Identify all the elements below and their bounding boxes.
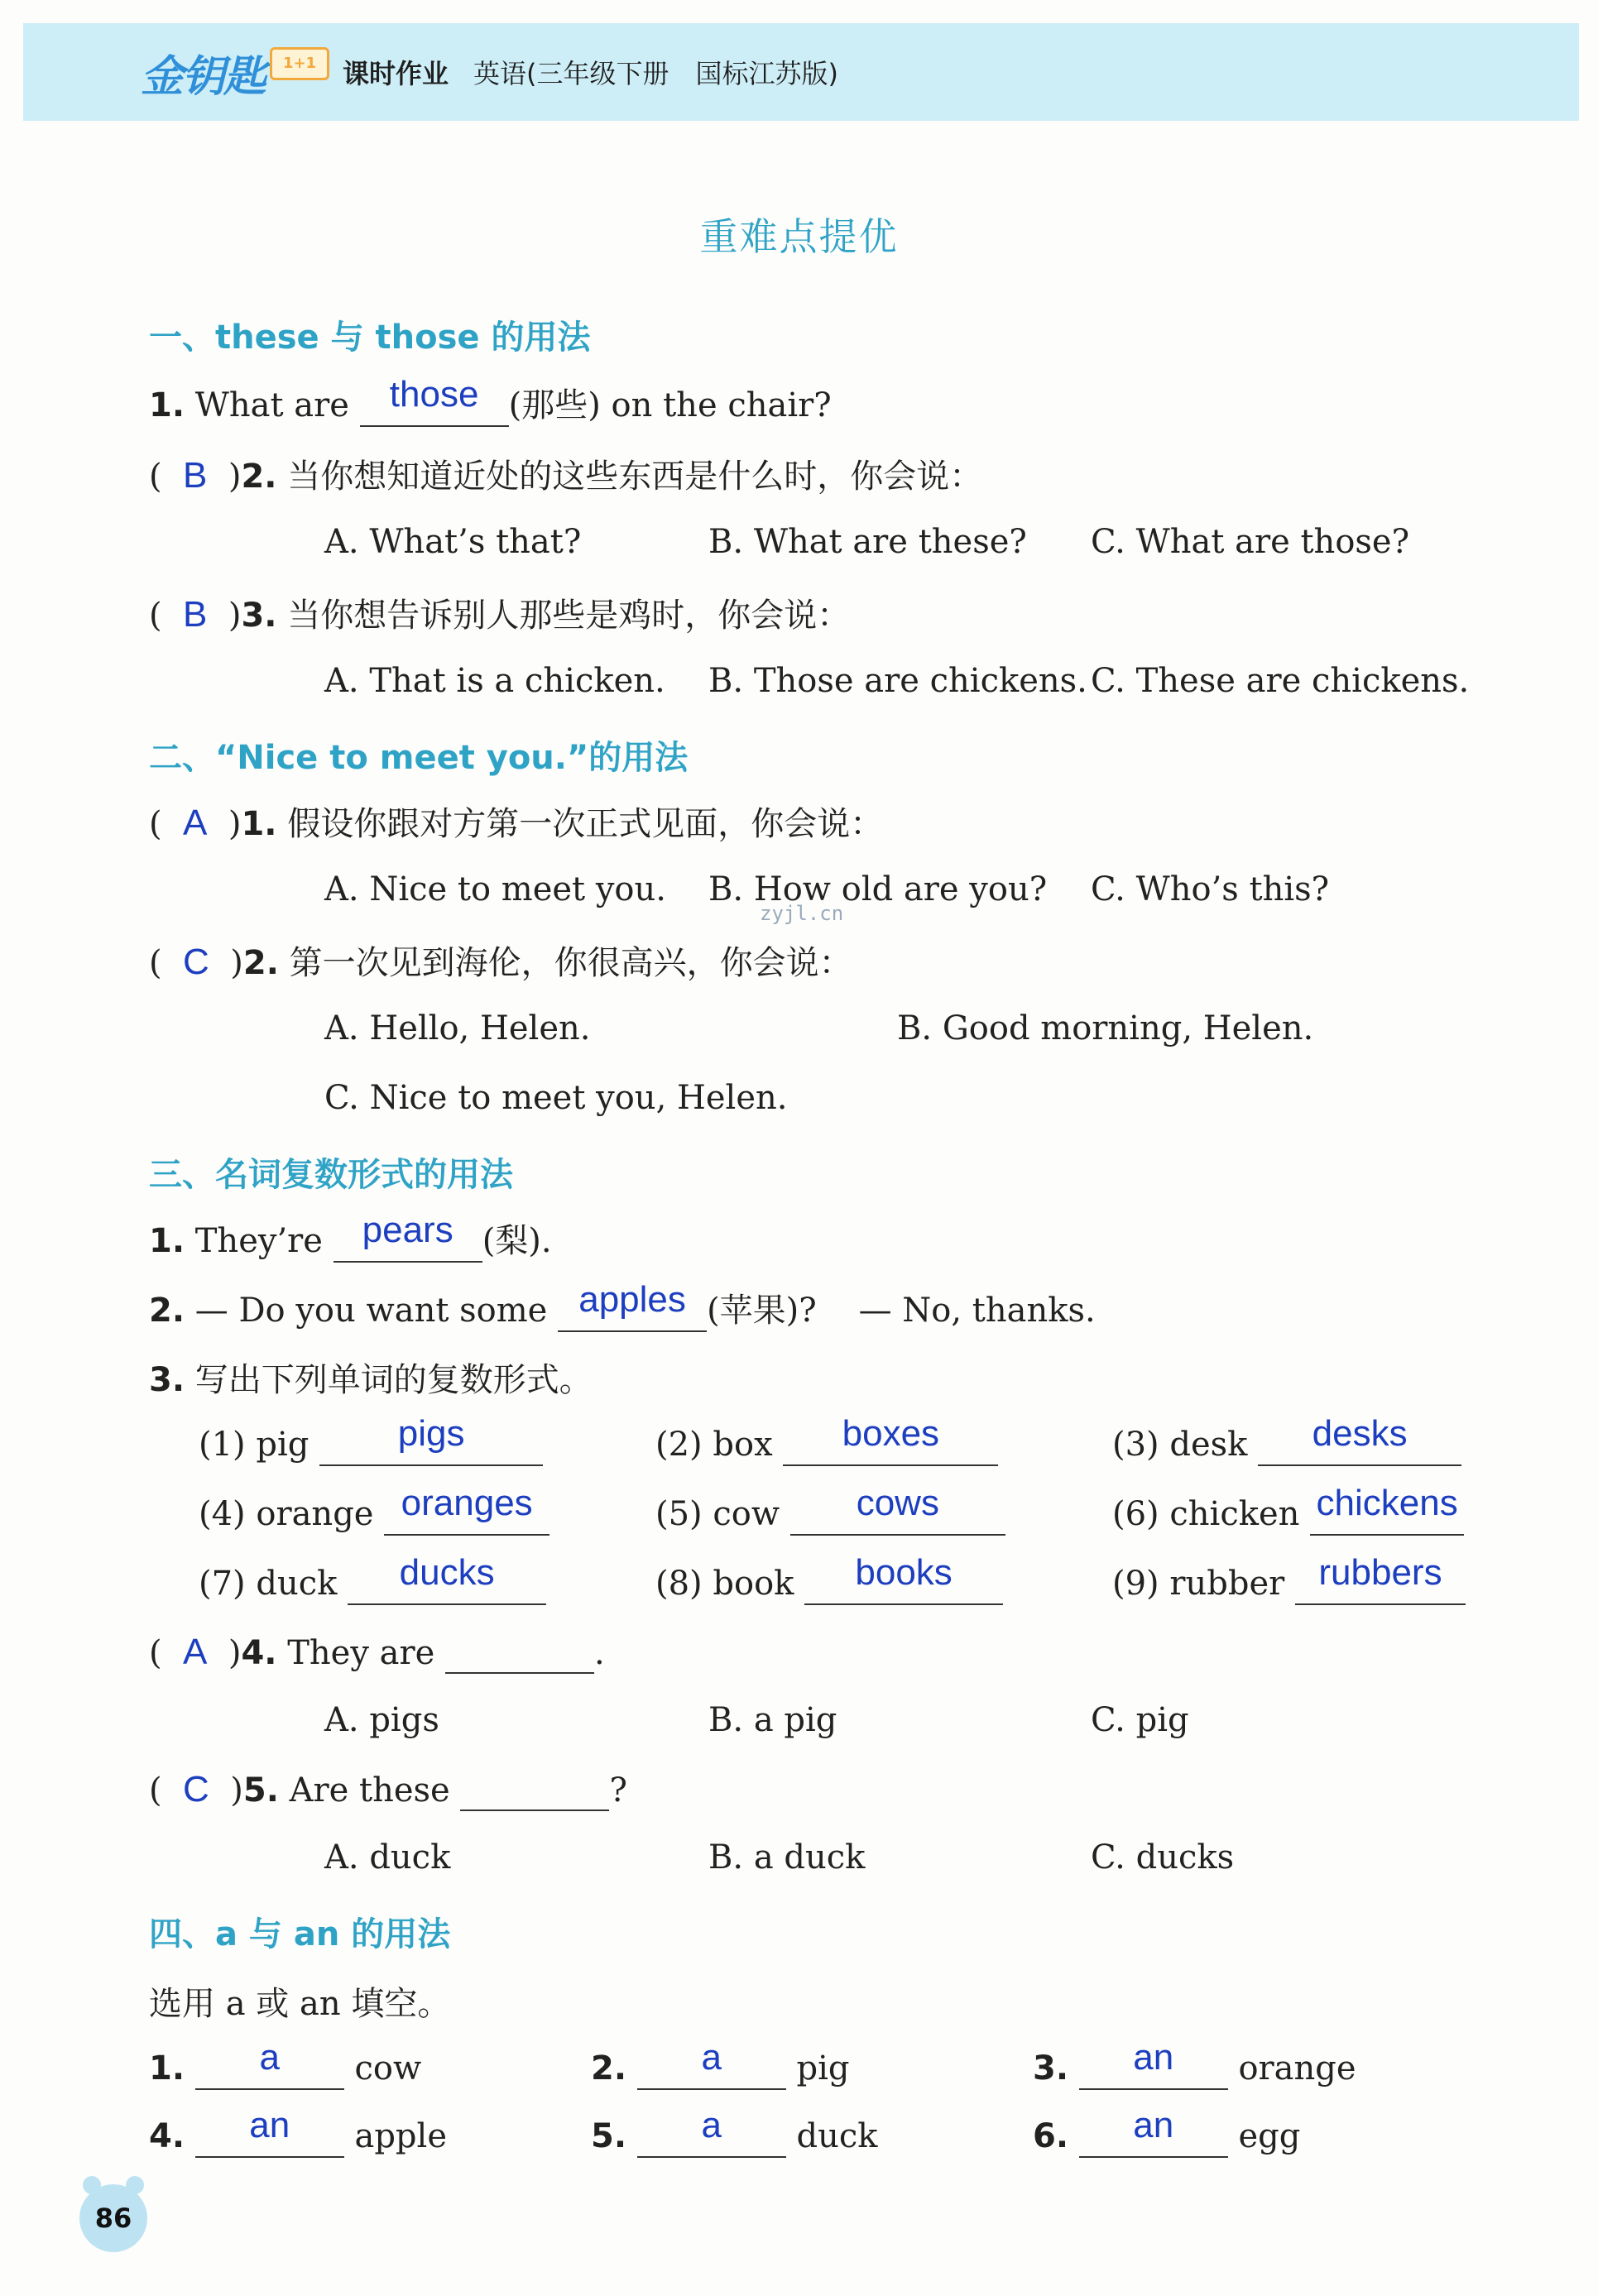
choice-answer: A — [183, 1632, 208, 1672]
answer-blank[interactable]: an — [1079, 2115, 1228, 2158]
watermark: zyjl.cn — [760, 902, 844, 925]
option-b: B. How old are you? — [708, 870, 1048, 908]
answer-blank[interactable]: pears — [334, 1220, 482, 1263]
section-heading-2: 二、“Nice to meet you.”的用法 — [149, 739, 689, 777]
s3-q5: ( C )5. Are these ? — [149, 1769, 627, 1809]
answer-blank[interactable]: a — [637, 2047, 786, 2090]
plural-word: (9) rubber rubbers — [1112, 1562, 1466, 1605]
page-number: 86 — [79, 2184, 147, 2252]
s3-q3: 3. 写出下列单词的复数形式。 — [149, 1361, 593, 1399]
plural-word: (1) pig pigs — [199, 1423, 543, 1466]
section-heading-3: 三、名词复数形式的用法 — [149, 1156, 513, 1194]
option-a: A. pigs — [324, 1701, 439, 1739]
answer-blank[interactable]: rubbers — [1295, 1562, 1466, 1605]
s1-q3: ( B )3. 当你想告诉别人那些是鸡时，你会说： — [149, 594, 851, 635]
option-a: A. That is a chicken. — [324, 662, 665, 700]
option-a: A. Nice to meet you. — [324, 870, 666, 908]
article-item: 3. an orange — [1033, 2047, 1356, 2090]
plural-word: (2) box boxes — [655, 1423, 998, 1466]
answer-blank[interactable]: boxes — [783, 1423, 998, 1466]
choice-answer: C — [183, 942, 209, 982]
option-c: C. pig — [1091, 1701, 1189, 1739]
plural-word: (8) book books — [655, 1562, 1003, 1605]
section-heading-1: 一、these 与 those 的用法 — [149, 319, 591, 357]
s3-q2: 2. — Do you want some apples (苹果)? — No, thanks. — [149, 1284, 1096, 1332]
answer-blank[interactable]: pigs — [319, 1423, 543, 1466]
answer-blank[interactable]: oranges — [384, 1493, 549, 1536]
option-c: C. These are chickens. — [1091, 662, 1470, 700]
option-a: A. duck — [324, 1838, 451, 1877]
plural-word: (6) chicken chickens — [1112, 1493, 1464, 1536]
subject-name: 英语(三年级下册 国标江苏版) — [473, 58, 839, 89]
option-a: A. Hello, Helen. — [324, 1009, 591, 1047]
page-title: 重难点提优 — [699, 214, 899, 259]
plural-word: (4) orange oranges — [199, 1493, 549, 1536]
answer-blank[interactable]: an — [1079, 2047, 1228, 2090]
s4-instruction: 选用 a 或 an 填空。 — [149, 1985, 451, 2023]
article-item: 5. a duck — [591, 2115, 877, 2158]
series-name: 课时作业 — [343, 58, 449, 89]
option-c: C. Nice to meet you, Helen. — [324, 1079, 788, 1117]
option-c: C. What are those? — [1091, 523, 1410, 561]
article-item: 6. an egg — [1033, 2115, 1300, 2158]
answer-blank[interactable]: desks — [1258, 1423, 1461, 1466]
section-heading-4: 四、a 与 an 的用法 — [149, 1915, 451, 1953]
article-item: 2. a pig — [591, 2047, 849, 2090]
answer-blank[interactable] — [460, 1771, 609, 1811]
option-a: A. What’s that? — [324, 523, 582, 561]
answer-blank[interactable]: a — [195, 2047, 344, 2090]
choice-answer: A — [183, 803, 208, 843]
option-b: B. a duck — [708, 1838, 866, 1877]
choice-answer: B — [183, 594, 208, 635]
choice-answer: B — [183, 455, 208, 496]
option-b: B. What are these? — [708, 523, 1027, 561]
plural-word: (7) duck ducks — [199, 1562, 546, 1605]
s2-q2: ( C )2. 第一次见到海伦，你很高兴，你会说： — [149, 942, 852, 982]
answer-blank[interactable]: books — [804, 1562, 1003, 1605]
answer-blank[interactable]: a — [637, 2115, 786, 2158]
logo-badge: 1+1 — [270, 47, 329, 80]
option-c: C. Who’s this? — [1091, 870, 1330, 908]
option-c: C. ducks — [1091, 1838, 1235, 1877]
plural-word: (3) desk desks — [1112, 1423, 1461, 1466]
answer-blank[interactable]: those — [360, 384, 509, 427]
answer-blank[interactable]: cows — [790, 1493, 1005, 1536]
s2-q1: ( A )1. 假设你跟对方第一次正式见面，你会说： — [149, 803, 884, 843]
plural-word: (5) cow cows — [655, 1493, 1005, 1536]
s3-q1: 1. They’re pears (梨). — [149, 1215, 552, 1263]
answer-blank[interactable]: apples — [558, 1289, 707, 1332]
option-b: B. Those are chickens. — [708, 662, 1087, 700]
choice-answer: C — [183, 1769, 209, 1809]
option-b: B. a pig — [708, 1701, 837, 1739]
answer-blank[interactable]: an — [195, 2115, 344, 2158]
page-header — [23, 23, 1579, 121]
s1-q2: ( B )2. 当你想知道近处的这些东西是什么时，你会说： — [149, 455, 983, 496]
s3-q4: ( A )4. They are . — [149, 1632, 605, 1672]
option-b: B. Good morning, Helen. — [897, 1009, 1314, 1047]
answer-blank[interactable] — [445, 1634, 594, 1674]
answer-blank[interactable]: ducks — [348, 1562, 546, 1605]
s1-q1: 1. What are those (那些) on the chair? — [149, 379, 832, 427]
article-item: 4. an apple — [149, 2115, 447, 2158]
article-item: 1. a cow — [149, 2047, 421, 2090]
brand-logo: 金钥匙 — [141, 51, 266, 102]
answer-blank[interactable]: chickens — [1310, 1493, 1464, 1536]
